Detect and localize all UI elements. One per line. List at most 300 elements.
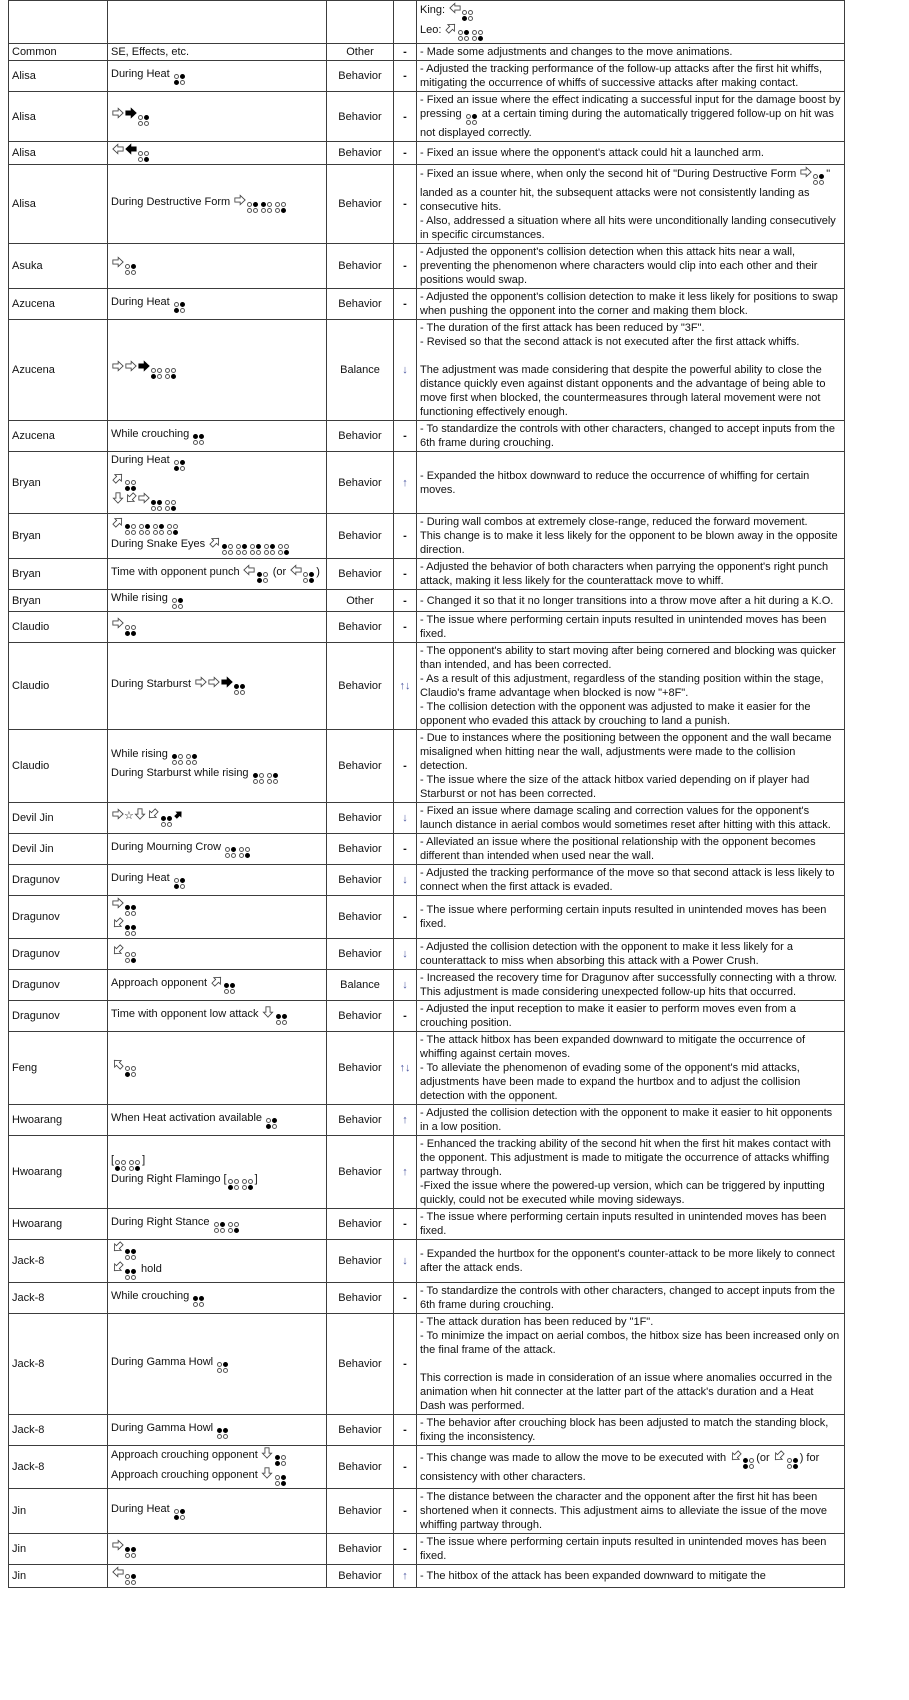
- button-dot-1: [472, 30, 477, 35]
- description-cell: [417, 896, 845, 939]
- trend-cell: -: [394, 1534, 417, 1565]
- character-cell: Devil Jin: [9, 834, 108, 865]
- hollow-arrow-d-icon: [262, 1006, 274, 1018]
- button-dot-1: [165, 368, 170, 373]
- category-cell: Behavior: [327, 612, 394, 643]
- category-cell: Behavior: [327, 834, 394, 865]
- hollow-arrow-f-icon: [112, 107, 124, 119]
- button-dot-2: [131, 952, 136, 957]
- category-cell: Behavior: [327, 1489, 394, 1534]
- hollow-arrow-f-icon: [112, 617, 124, 629]
- table-row: [9, 1489, 845, 1534]
- button-icon: [153, 524, 165, 536]
- description-cell: [417, 289, 845, 320]
- button-icon: [125, 952, 137, 964]
- trend-cell: ↑: [394, 1136, 417, 1209]
- character-cell: Devil Jin: [9, 803, 108, 834]
- button-dot-1: [250, 544, 255, 549]
- character-cell: Jack-8: [9, 1415, 108, 1446]
- button-dot-2: [472, 114, 477, 119]
- button-dot-3: [225, 853, 230, 858]
- button-dot-2: [284, 544, 289, 549]
- button-icon: [174, 302, 186, 314]
- move-cell: [108, 1001, 327, 1032]
- button-dot-2: [199, 434, 204, 439]
- button-icon: [276, 1014, 288, 1026]
- button-dot-4: [282, 1020, 287, 1025]
- table-row: [9, 643, 845, 730]
- button-dot-4: [272, 1124, 277, 1129]
- trend-cell: ↓: [394, 865, 417, 896]
- button-dot-3: [125, 1580, 130, 1585]
- description-cell: [417, 590, 845, 612]
- button-icon: [125, 1066, 137, 1078]
- button-dot-1: [264, 544, 269, 549]
- move-cell: [108, 1, 327, 44]
- category-cell: Behavior: [327, 421, 394, 452]
- table-row: [9, 1240, 845, 1283]
- move-cell: [108, 803, 327, 834]
- hollow-arrow-uf-icon: [109, 470, 126, 487]
- button-dot-3: [275, 1481, 280, 1486]
- description-line: - The hitbox of the attack has been expanded downward to mitigate the: [420, 1570, 766, 1582]
- button-dot-3: [228, 1228, 233, 1233]
- move-cell: [108, 165, 327, 244]
- button-dot-3: [172, 604, 177, 609]
- description-line: - The opponent's ability to start moving after being cornered and blocking was quicker than intended, and has been corrected.: [420, 645, 836, 671]
- button-dot-1: [466, 114, 471, 119]
- button-dot-3: [253, 779, 258, 784]
- move-notation: While rising: [111, 747, 323, 766]
- description-line: - Fixed an issue where the effect indicating a successful input for the damage boost by pressing at a certain timing during the automatically triggered follow-up on hit was not displayed correctly.: [420, 94, 841, 139]
- description-line: - The issue where performing certain inputs resulted in unintended moves has been fixed.: [420, 904, 827, 930]
- button-dot-2: [178, 598, 183, 603]
- button-dot-3: [275, 1461, 280, 1466]
- character-cell: Bryan: [9, 559, 108, 590]
- button-dot-4: [230, 989, 235, 994]
- hollow-arrow-db-icon: [122, 490, 139, 507]
- character-cell: Bryan: [9, 590, 108, 612]
- button-dot-4: [231, 853, 236, 858]
- button-dot-1: [217, 1428, 222, 1433]
- hollow-arrow-f-icon: [112, 360, 124, 372]
- move-notation: While rising: [111, 591, 323, 610]
- button-icon: [275, 1475, 287, 1487]
- button-dot-3: [153, 530, 158, 535]
- description-cell: [417, 1446, 845, 1489]
- button-icon: [472, 30, 484, 42]
- table-row: [9, 939, 845, 970]
- button-dot-1: [115, 1160, 120, 1165]
- button-dot-2: [180, 460, 185, 465]
- button-dot-3: [472, 36, 477, 41]
- button-dot-2: [272, 1118, 277, 1123]
- category-cell: Behavior: [327, 939, 394, 970]
- character-cell: Hwoarang: [9, 1136, 108, 1209]
- character-cell: Bryan: [9, 514, 108, 559]
- button-dot-1: [217, 1362, 222, 1367]
- button-icon: [125, 1269, 137, 1281]
- trend-cell: -: [394, 61, 417, 92]
- description-line: - To alleviate the phenomenon of evading some of the opponent's mid attacks, adjustments have been made to expand the hurtbox and to adjust the collision detection with the opponent.: [420, 1062, 801, 1102]
- button-dot-4: [131, 1275, 136, 1280]
- button-dot-4: [180, 884, 185, 889]
- button-dot-2: [230, 983, 235, 988]
- move-cell: [108, 289, 327, 320]
- trend-cell: -: [394, 165, 417, 244]
- button-dot-3: [458, 36, 463, 41]
- button-dot-3: [275, 208, 280, 213]
- trend-cell: -: [394, 44, 417, 61]
- character-cell: Dragunov: [9, 970, 108, 1001]
- character-cell: [9, 1, 108, 44]
- table-row: [9, 559, 845, 590]
- hollow-arrow-f-icon: [195, 676, 207, 688]
- button-dot-3: [125, 958, 130, 963]
- move-notation: Time with opponent punch (or ): [111, 564, 323, 584]
- button-dot-2: [131, 625, 136, 630]
- button-dot-4: [131, 1072, 136, 1077]
- button-dot-4: [245, 853, 250, 858]
- button-icon: [239, 847, 251, 859]
- button-dot-4: [145, 530, 150, 535]
- button-dot-3: [125, 1553, 130, 1558]
- button-icon: [303, 572, 315, 584]
- table-row: [9, 421, 845, 452]
- button-icon: [225, 847, 237, 859]
- button-icon: [174, 460, 186, 472]
- button-dot-4: [131, 530, 136, 535]
- button-icon: [275, 1455, 287, 1467]
- button-icon: [174, 74, 186, 86]
- button-dot-4: [131, 270, 136, 275]
- button-dot-3: [303, 578, 308, 583]
- button-icon: [172, 754, 184, 766]
- button-dot-2: [171, 500, 176, 505]
- solid-arrow-f-icon: [138, 360, 150, 372]
- button-dot-4: [248, 1185, 253, 1190]
- description-line: - The collision detection with the opponent was adjusted to make it easier for the opponent who evaded this attack by crouching to land a punish.: [420, 701, 811, 727]
- button-dot-3: [193, 1302, 198, 1307]
- table-row: [9, 612, 845, 643]
- move-notation: [111, 1241, 323, 1261]
- button-dot-1: [125, 524, 130, 529]
- button-dot-2: [145, 524, 150, 529]
- button-dot-3: [138, 157, 143, 162]
- table-row: [9, 1314, 845, 1415]
- button-dot-2: [131, 905, 136, 910]
- blank-line: [420, 1357, 841, 1371]
- trend-cell: ↓: [394, 939, 417, 970]
- move-notation: [111, 1566, 323, 1586]
- button-dot-3: [267, 779, 272, 784]
- description-cell: [417, 244, 845, 289]
- description-line: - The behavior after crouching block has been adjusted to match the standing block, fixing the inconsistency.: [420, 1417, 829, 1443]
- description-line: - Expanded the hurtbox for the opponent's counter-attack to be more likely to connect after the attack ends.: [420, 1248, 835, 1274]
- description-cell: [417, 559, 845, 590]
- hollow-arrow-f-icon: [138, 492, 150, 504]
- button-dot-3: [125, 631, 130, 636]
- move-cell: [108, 643, 327, 730]
- hollow-arrow-f-icon: [234, 194, 246, 206]
- description-line: - This change was made to allow the move to be executed with (or ) for consistency with other characters.: [420, 1450, 841, 1484]
- description-cell: [417, 452, 845, 514]
- move-notation: During Gamma Howl: [111, 1421, 323, 1440]
- button-dot-2: [253, 202, 258, 207]
- button-dot-1: [225, 847, 230, 852]
- description-line: - The issue where performing certain inputs resulted in unintended moves has been fixed.: [420, 1211, 827, 1237]
- category-cell: Behavior: [327, 452, 394, 514]
- button-icon: [151, 368, 163, 380]
- button-icon: [261, 202, 273, 214]
- move-notation: [111, 917, 323, 937]
- trend-cell: ↓: [394, 1240, 417, 1283]
- button-dot-1: [267, 773, 272, 778]
- button-dot-1: [275, 202, 280, 207]
- hollow-arrow-f-icon: [112, 808, 124, 820]
- move-notation: While crouching: [111, 427, 323, 446]
- button-dot-1: [125, 625, 130, 630]
- button-dot-2: [228, 544, 233, 549]
- button-dot-3: [222, 550, 227, 555]
- hollow-arrow-f-icon: [112, 897, 124, 909]
- character-cell: Jin: [9, 1565, 108, 1588]
- description-line: - Changed it so that it no longer transitions into a throw move after a hit during a K.O.: [420, 594, 834, 607]
- move-cell: [108, 1105, 327, 1136]
- button-dot-4: [472, 120, 477, 125]
- table-row: [9, 1105, 845, 1136]
- move-notation: During Starburst while rising: [111, 766, 323, 785]
- description-line: - Adjusted the opponent's collision detection to make it less likely for positions to swap when pushing the opponent into the corner and making them block.: [420, 291, 838, 317]
- button-dot-2: [263, 572, 268, 577]
- category-cell: Other: [327, 590, 394, 612]
- description-line: - Due to instances where the positioning between the opponent and the wall became misaligned when hitting near the wall, adjustments were made to the collision detection.: [420, 732, 832, 772]
- description-cell: [417, 142, 845, 165]
- solid-arrow-f-icon: [221, 676, 233, 688]
- character-cell: Dragunov: [9, 865, 108, 896]
- button-dot-3: [125, 911, 130, 916]
- description-line: - Expanded the hitbox downward to reduce the occurrence of whiffing for certain moves.: [420, 469, 810, 496]
- table-row: [9, 1446, 845, 1489]
- table-row: [9, 1209, 845, 1240]
- button-dot-1: [161, 816, 166, 821]
- button-icon: [266, 1118, 278, 1130]
- button-icon: [236, 544, 248, 556]
- button-dot-4: [259, 779, 264, 784]
- character-cell: Alisa: [9, 61, 108, 92]
- move-notation: [111, 897, 323, 917]
- hollow-arrow-f-icon: [208, 676, 220, 688]
- button-dot-4: [180, 308, 185, 313]
- description-line: - The attack hitbox has been expanded downward to mitigate the occurrence of whiffing against certain moves.: [420, 1034, 806, 1060]
- table-row: [9, 61, 845, 92]
- description-cell: [417, 834, 845, 865]
- button-icon: [161, 816, 173, 828]
- description-line: - Adjusted the tracking performance of the move so that second attack is less likely to connect when the first attack is evaded.: [420, 867, 835, 893]
- button-dot-2: [131, 1574, 136, 1579]
- button-dot-2: [256, 544, 261, 549]
- table-row: [9, 1136, 845, 1209]
- button-dot-1: [247, 202, 252, 207]
- description-line: - Adjusted the opponent's collision detection when this attack hits near a wall, preventing the phenomenon where characters would clip into each other and their positions would swap.: [420, 246, 818, 286]
- button-icon: [267, 773, 279, 785]
- move-notation: When Heat activation available: [111, 1111, 323, 1130]
- table-row: [9, 1415, 845, 1446]
- move-cell: [108, 44, 327, 61]
- button-icon: [138, 115, 150, 127]
- move-notation: During Snake Eyes: [111, 536, 323, 556]
- trend-cell: ↓: [394, 970, 417, 1001]
- button-dot-3: [139, 530, 144, 535]
- table-row: [9, 289, 845, 320]
- trend-cell: ↑: [394, 1565, 417, 1588]
- trend-cell: -: [394, 612, 417, 643]
- button-dot-2: [192, 754, 197, 759]
- button-dot-1: [151, 368, 156, 373]
- button-dot-4: [267, 208, 272, 213]
- trend-cell: ↑↓: [394, 643, 417, 730]
- description-cell: [417, 1, 845, 44]
- move-cell: [108, 514, 327, 559]
- button-dot-3: [165, 374, 170, 379]
- button-dot-2: [749, 1458, 754, 1463]
- button-dot-2: [180, 1509, 185, 1514]
- button-dot-3: [125, 931, 130, 936]
- button-dot-4: [749, 1464, 754, 1469]
- button-icon: [193, 434, 205, 446]
- move-notation: Approach crouching opponent: [111, 1467, 323, 1487]
- character-cell: Azucena: [9, 289, 108, 320]
- button-icon: [234, 684, 246, 696]
- button-dot-1: [174, 74, 179, 79]
- character-cell: Alisa: [9, 92, 108, 142]
- button-dot-3: [743, 1464, 748, 1469]
- category-cell: Behavior: [327, 1283, 394, 1314]
- move-cell: [108, 970, 327, 1001]
- button-dot-3: [278, 550, 283, 555]
- button-dot-3: [214, 1228, 219, 1233]
- button-dot-3: [186, 760, 191, 765]
- button-dot-4: [167, 822, 172, 827]
- button-dot-4: [131, 931, 136, 936]
- move-notation: [111, 1539, 323, 1559]
- button-dot-4: [281, 208, 286, 213]
- button-dot-4: [192, 760, 197, 765]
- hollow-arrow-db-icon: [109, 915, 126, 932]
- move-cell: [108, 244, 327, 289]
- button-dot-1: [275, 1455, 280, 1460]
- button-icon: [186, 754, 198, 766]
- button-dot-4: [220, 1228, 225, 1233]
- button-dot-4: [131, 1553, 136, 1558]
- button-dot-3: [174, 1515, 179, 1520]
- move-notation: [111, 1058, 323, 1078]
- button-dot-4: [253, 208, 258, 213]
- category-cell: Behavior: [327, 61, 394, 92]
- table-row: [9, 1032, 845, 1105]
- move-notation: During Heat: [111, 871, 323, 890]
- button-dot-1: [214, 1222, 219, 1227]
- description-line: This change is to make it less likely for the opponent to be blown away in the opposite direction.: [420, 530, 838, 556]
- button-dot-1: [186, 754, 191, 759]
- character-cell: Jack-8: [9, 1446, 108, 1489]
- table-row: [9, 165, 845, 244]
- description-cell: [417, 1489, 845, 1534]
- description-line: This correction is made in consideration of an issue where anomalies occurred in the animation when hit connecter at the latter part of the attack's duration and a Heat Dash was performed.: [420, 1372, 833, 1412]
- button-dot-1: [813, 174, 818, 179]
- move-notation: SE, Effects, etc.: [111, 46, 190, 58]
- description-cell: [417, 92, 845, 142]
- description-line: - To minimize the impact on aerial combos, the hitbox size has been increased only on the final frame of the attack.: [420, 1330, 840, 1356]
- description-cell: [417, 320, 845, 421]
- move-cell: [108, 590, 327, 612]
- move-notation: During Right Flamingo [ ]: [111, 1172, 323, 1191]
- button-icon: [125, 925, 137, 937]
- character-cell: Jack-8: [9, 1283, 108, 1314]
- category-cell: Behavior: [327, 1446, 394, 1489]
- trend-cell: -: [394, 514, 417, 559]
- button-dot-1: [743, 1458, 748, 1463]
- button-dot-4: [234, 1185, 239, 1190]
- button-icon: [167, 524, 179, 536]
- button-dot-3: [247, 208, 252, 213]
- hollow-arrow-db-icon: [145, 806, 162, 823]
- button-dot-3: [217, 1434, 222, 1439]
- move-notation: [111, 472, 323, 492]
- character-cell: Asuka: [9, 244, 108, 289]
- button-dot-1: [125, 1066, 130, 1071]
- button-dot-3: [224, 989, 229, 994]
- character-cell: Hwoarang: [9, 1105, 108, 1136]
- category-cell: Balance: [327, 970, 394, 1001]
- trend-cell: ↓: [394, 320, 417, 421]
- button-dot-2: [173, 524, 178, 529]
- hollow-arrow-ub-icon: [109, 1056, 126, 1073]
- description-line: - Adjusted the behavior of both characters when parrying the opponent's right punch attack, making it less likely for the counterattack move to whiff.: [420, 561, 829, 587]
- character-cell: Dragunov: [9, 1001, 108, 1032]
- button-dot-1: [174, 302, 179, 307]
- button-dot-1: [257, 572, 262, 577]
- button-icon: [138, 151, 150, 163]
- button-dot-1: [261, 202, 266, 207]
- button-dot-2: [131, 1249, 136, 1254]
- category-cell: Behavior: [327, 1314, 394, 1415]
- button-dot-2: [245, 847, 250, 852]
- description-cell: [417, 970, 845, 1001]
- table-row: [9, 44, 845, 61]
- button-dot-4: [157, 506, 162, 511]
- button-dot-3: [174, 466, 179, 471]
- category-cell: Behavior: [327, 1105, 394, 1136]
- button-dot-2: [267, 202, 272, 207]
- category-cell: Behavior: [327, 514, 394, 559]
- button-dot-2: [793, 1458, 798, 1463]
- button-dot-1: [129, 1160, 134, 1165]
- button-dot-3: [129, 1166, 134, 1171]
- description-cell: [417, 1209, 845, 1240]
- button-dot-3: [125, 530, 130, 535]
- button-dot-2: [121, 1160, 126, 1165]
- button-dot-1: [787, 1458, 792, 1463]
- description-cell: [417, 1240, 845, 1283]
- button-dot-1: [125, 952, 130, 957]
- button-dot-2: [819, 174, 824, 179]
- description-line: - The issue where performing certain inputs resulted in unintended moves has been fixed.: [420, 614, 827, 640]
- move-cell: [108, 452, 327, 514]
- button-dot-2: [157, 500, 162, 505]
- trend-cell: [394, 1, 417, 44]
- button-dot-4: [242, 550, 247, 555]
